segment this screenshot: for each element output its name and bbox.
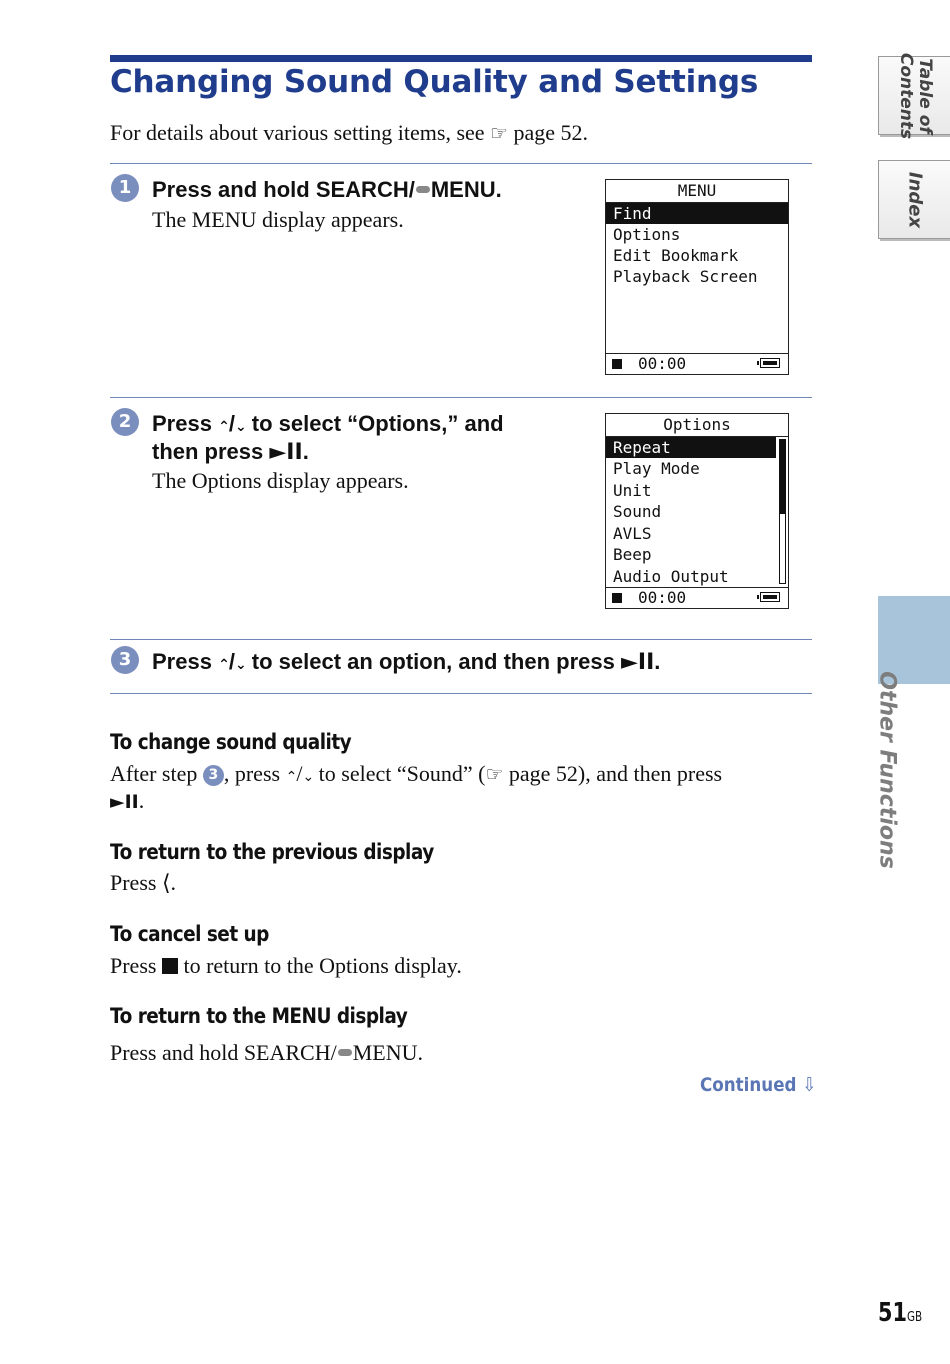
section-previous-display-a: Press (110, 870, 157, 895)
battery-icon (760, 358, 780, 368)
step-2-heading-a: Press (152, 411, 212, 436)
options-item-unit[interactable]: Unit (613, 480, 652, 500)
menu-screen (605, 179, 789, 375)
inline-step-number: 3 (203, 765, 224, 786)
up-icon: ⌃ (218, 419, 229, 435)
step-2-heading-c: then press (152, 439, 264, 464)
section-cancel-a: Press (110, 953, 157, 978)
step-number-3: 3 (111, 646, 139, 674)
stop-icon (612, 593, 622, 603)
continued-arrow-icon: ⇩ (802, 1074, 817, 1096)
stop-icon (612, 359, 622, 369)
step-2-heading-line2: then press ►II. (152, 439, 309, 465)
step-2-heading-b: to select “Options,” and (251, 411, 504, 436)
page-title: Changing Sound Quality and Settings (110, 64, 759, 100)
menu-item-find[interactable]: Find (606, 203, 788, 224)
pointing-hand-icon: ☞ (485, 762, 504, 786)
page-number (878, 1298, 922, 1328)
section-sound-quality-a: After step (110, 761, 198, 786)
tab-toc-line2: Contents (895, 52, 916, 139)
menu-item-playback-screen[interactable]: Playback Screen (613, 267, 758, 286)
pointing-hand-icon: ☞ (490, 121, 508, 145)
menu-time: 00:00 (638, 354, 687, 373)
menu-status-bar (606, 353, 788, 374)
section-sound-quality-line2: ►II. (110, 788, 145, 813)
section-previous-display-b: . (170, 870, 177, 895)
intro-text (110, 120, 588, 146)
section-sound-quality-c: to select “Sound” ( (318, 761, 486, 786)
tab-table-of-contents[interactable] (878, 52, 950, 139)
step-3-heading-b: to select an option, and then press (251, 649, 615, 674)
options-scrollbar[interactable] (779, 439, 786, 584)
section-heading-previous-display: To return to the previous display (110, 840, 434, 864)
section-menu-display-b: MENU. (352, 1040, 424, 1065)
options-list (606, 437, 788, 587)
divider (110, 639, 812, 640)
step-number-1: 1 (111, 174, 139, 202)
options-item-repeat[interactable]: Repeat (606, 437, 776, 458)
options-screen (605, 413, 789, 609)
options-item-audio-output[interactable]: Audio Output (613, 566, 729, 586)
section-heading-sound-quality: To change sound quality (110, 730, 352, 754)
section-menu-display-text (110, 1040, 423, 1066)
section-previous-display-text (110, 870, 176, 896)
play-pause-icon: ►II (110, 791, 139, 813)
step-1-heading-text: Press and hold SEARCH/ (152, 177, 415, 202)
options-item-beep[interactable]: Beep (613, 545, 652, 564)
options-time: 00:00 (638, 588, 687, 607)
section-sound-quality-b: , press (223, 761, 281, 786)
divider (110, 163, 812, 164)
section-label-other-functions: Other Functions (874, 671, 900, 869)
step-3-heading-a: Press (152, 649, 212, 674)
down-icon: ⌄ (234, 657, 246, 673)
continued-link[interactable] (700, 1074, 816, 1096)
section-cancel-text (110, 953, 462, 979)
options-item-sound[interactable]: Sound (613, 502, 662, 521)
section-sound-quality-line1: After step 3 , press ⌃/⌄ to select “Sound” (☞ page 52), and then press (110, 761, 723, 786)
battery-icon (760, 592, 780, 602)
section-cancel-b: to return to the Options display. (183, 953, 462, 978)
tab-index-label: Index (904, 171, 925, 228)
step-number-2: 2 (111, 408, 139, 436)
step-2-heading-line1: Press ⌃/⌄ to select “Options,” and (152, 411, 504, 436)
section-menu-display-a: Press and hold SEARCH/ (110, 1040, 337, 1065)
step-1-heading-tail: MENU. (430, 177, 502, 202)
search-menu-key-icon (338, 1049, 352, 1056)
menu-screen-title: MENU (606, 180, 788, 203)
menu-item-options[interactable]: Options (613, 225, 681, 244)
step-2-subtext: The Options display appears. (152, 468, 409, 493)
play-pause-icon: ►II (269, 440, 303, 465)
intro-text-label: For details about various setting items, see (110, 120, 485, 145)
title-rule (110, 55, 812, 62)
intro-page-ref[interactable]: page 52. (513, 120, 589, 145)
step-1-heading (152, 176, 502, 204)
divider (110, 397, 812, 398)
page-number-suffix: GB (906, 1310, 923, 1325)
down-icon: ⌄ (234, 419, 246, 435)
stop-icon (162, 958, 178, 974)
step-3-heading: Press ⌃/⌄ to select an option, and then press ►II. (152, 649, 661, 675)
down-icon: ⌄ (302, 769, 314, 785)
menu-item-edit-bookmark[interactable]: Edit Bookmark (613, 246, 739, 265)
options-item-play-mode[interactable]: Play Mode (613, 459, 700, 478)
tab-toc-label (896, 52, 934, 138)
options-scroll-thumb[interactable] (780, 440, 785, 514)
play-pause-icon: ►II (620, 650, 655, 675)
section-heading-cancel: To cancel set up (110, 922, 269, 946)
options-status-bar (606, 587, 788, 608)
search-menu-key-icon (416, 186, 430, 193)
section-heading-menu-display: To return to the MENU display (110, 1004, 408, 1028)
tab-index[interactable] (878, 160, 950, 239)
section-sound-quality-d[interactable]: page 52), and then press (508, 761, 723, 786)
tab-toc-line1: Table of (914, 57, 935, 134)
page-number-value: 51 (878, 1298, 907, 1328)
back-icon: ⟨ (161, 871, 171, 896)
up-icon: ⌃ (285, 769, 297, 785)
step-1-subtext: The MENU display appears. (152, 207, 404, 232)
options-item-avls[interactable]: AVLS (613, 523, 652, 543)
options-screen-title: Options (606, 414, 788, 437)
up-icon: ⌃ (218, 657, 229, 673)
continued-label: Continued (700, 1074, 797, 1096)
divider (110, 693, 812, 694)
